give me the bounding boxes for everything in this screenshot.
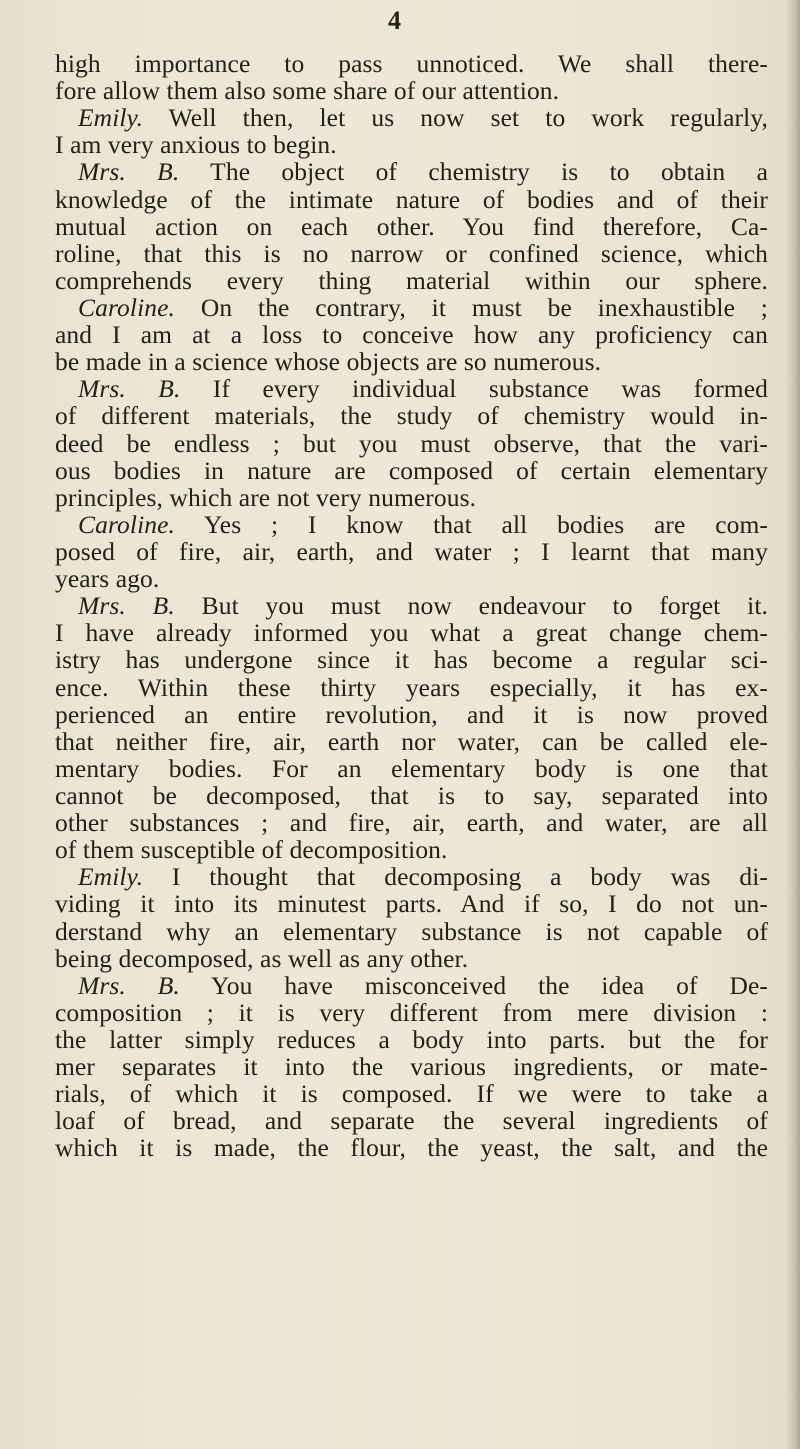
line-text: comprehends every thing material within our sphere. [55,265,768,295]
text-line [55,1026,768,1053]
text-line [55,999,768,1026]
line-text: that neither fire, air, earth nor water, can be called ele- [55,726,768,756]
line-text: and I am at a loss to conceive how any proficiency can [55,320,768,350]
text-line [55,728,768,755]
line-text: posed of fire, air, earth, and water ; I learnt that many [55,536,768,566]
speaker-name: Mrs. B. [78,970,180,1000]
text-line [55,484,768,511]
text-line [55,348,768,375]
text-line [55,890,768,917]
line-text: knowledge of the intimate nature of bodies and of their [55,184,768,214]
dialogue-line [55,863,768,890]
text-line [55,186,768,213]
text-line [55,457,768,484]
line-text: other substances ; and fire, air, earth, and water, are all [55,808,768,838]
line-text: ence. Within these thirty years especially, it has ex- [55,672,768,702]
text-line [55,646,768,673]
body-text [55,50,768,1161]
text-line [55,1134,768,1161]
line-text: The object of chemistry is to obtain a [210,157,769,187]
text-line [55,782,768,809]
text-line [55,755,768,782]
line-text: But you must now endeavour to forget it. [201,591,768,621]
speaker-name: Caroline. [78,292,175,322]
speaker-name: Mrs. B. [78,157,180,187]
line-text: deed be endless ; but you must observe, that the vari- [55,428,768,458]
dialogue-line [55,104,768,131]
dialogue-line [55,375,768,402]
line-text: roline, that this is no narrow or confined science, which [55,238,768,268]
page-number: 4 [388,6,401,35]
line-text: Yes ; I know that all bodies are com- [203,509,769,539]
line-text: ous bodies in nature are composed of certain elementary [55,455,768,485]
line-text: I have already informed you what a great change chem- [55,618,768,648]
speaker-name: Caroline. [78,509,175,539]
line-text: principles, which are not very numerous. [55,482,477,512]
text-line [55,809,768,836]
text-line [55,50,768,77]
line-text: istry has undergone since it has become a regular sci- [55,645,768,675]
line-text: of them susceptible of decomposition. [55,835,448,865]
line-text: perienced an entire revolution, and it is now proved [55,699,768,729]
line-text: mentary bodies. For an elementary body is one that [55,753,768,783]
text-line [55,267,768,294]
line-text: Well then, let us now set to work regularly, [168,103,769,133]
line-text: fore allow them also some share of our attention. [55,76,560,106]
text-line [55,701,768,728]
text-line [55,1053,768,1080]
page-edge-shadow [786,0,800,1449]
line-text: You have misconceived the idea of De- [210,970,768,1000]
text-line [55,1080,768,1107]
dialogue-line [55,511,768,538]
text-line [55,565,768,592]
text-line [55,402,768,429]
dialogue-line [55,592,768,619]
line-text: If every individual substance was formed [212,374,768,404]
text-line [55,430,768,457]
line-text: viding it into its minutest parts. And if so, I do not un- [55,889,768,919]
line-text: rials, of which it is composed. If we were to take a [55,1079,768,1109]
text-line [55,836,768,863]
line-text: composition ; it is very different from mere division : [55,997,768,1027]
text-line [55,1107,768,1134]
text-line [55,321,768,348]
line-text: be made in a science whose objects are so numerous. [55,347,602,377]
dialogue-line [55,972,768,999]
text-line [55,77,768,104]
line-text: loaf of bread, and separate the several ingredients of [55,1106,768,1136]
text-line [55,131,768,158]
text-line [55,538,768,565]
line-text: I thought that decomposing a body was di- [171,862,768,892]
text-line [55,674,768,701]
line-text: On the contrary, it must be inexhaustible ; [200,292,768,322]
dialogue-line [55,294,768,321]
line-text: derstand why an elementary substance is not capable of [55,916,768,946]
text-line [55,240,768,267]
line-text: high importance to pass unnoticed. We shall there- [55,49,768,78]
text-line [55,918,768,945]
line-text: I am very anxious to begin. [55,130,337,160]
text-line [55,619,768,646]
text-line [55,213,768,240]
dialogue-line [55,158,768,185]
line-text: cannot be decomposed, that is to say, separated into [55,780,768,810]
line-text: mer separates it into the various ingredients, or mate- [55,1052,768,1082]
line-text: years ago. [55,564,160,594]
line-text: which it is made, the flour, the yeast, the salt, and the [55,1133,768,1163]
line-text: being decomposed, as well as any other. [55,943,469,973]
speaker-name: Emily. [78,862,144,892]
line-text: the latter simply reduces a body into parts. but the for [55,1024,768,1054]
speaker-name: Mrs. B. [78,591,175,621]
text-line [55,945,768,972]
line-text: mutual action on each other. You find therefore, Ca- [55,211,768,241]
speaker-name: Emily. [78,103,144,133]
line-text: of different materials, the study of chemistry would in- [55,401,768,431]
speaker-name: Mrs. B. [78,374,181,404]
